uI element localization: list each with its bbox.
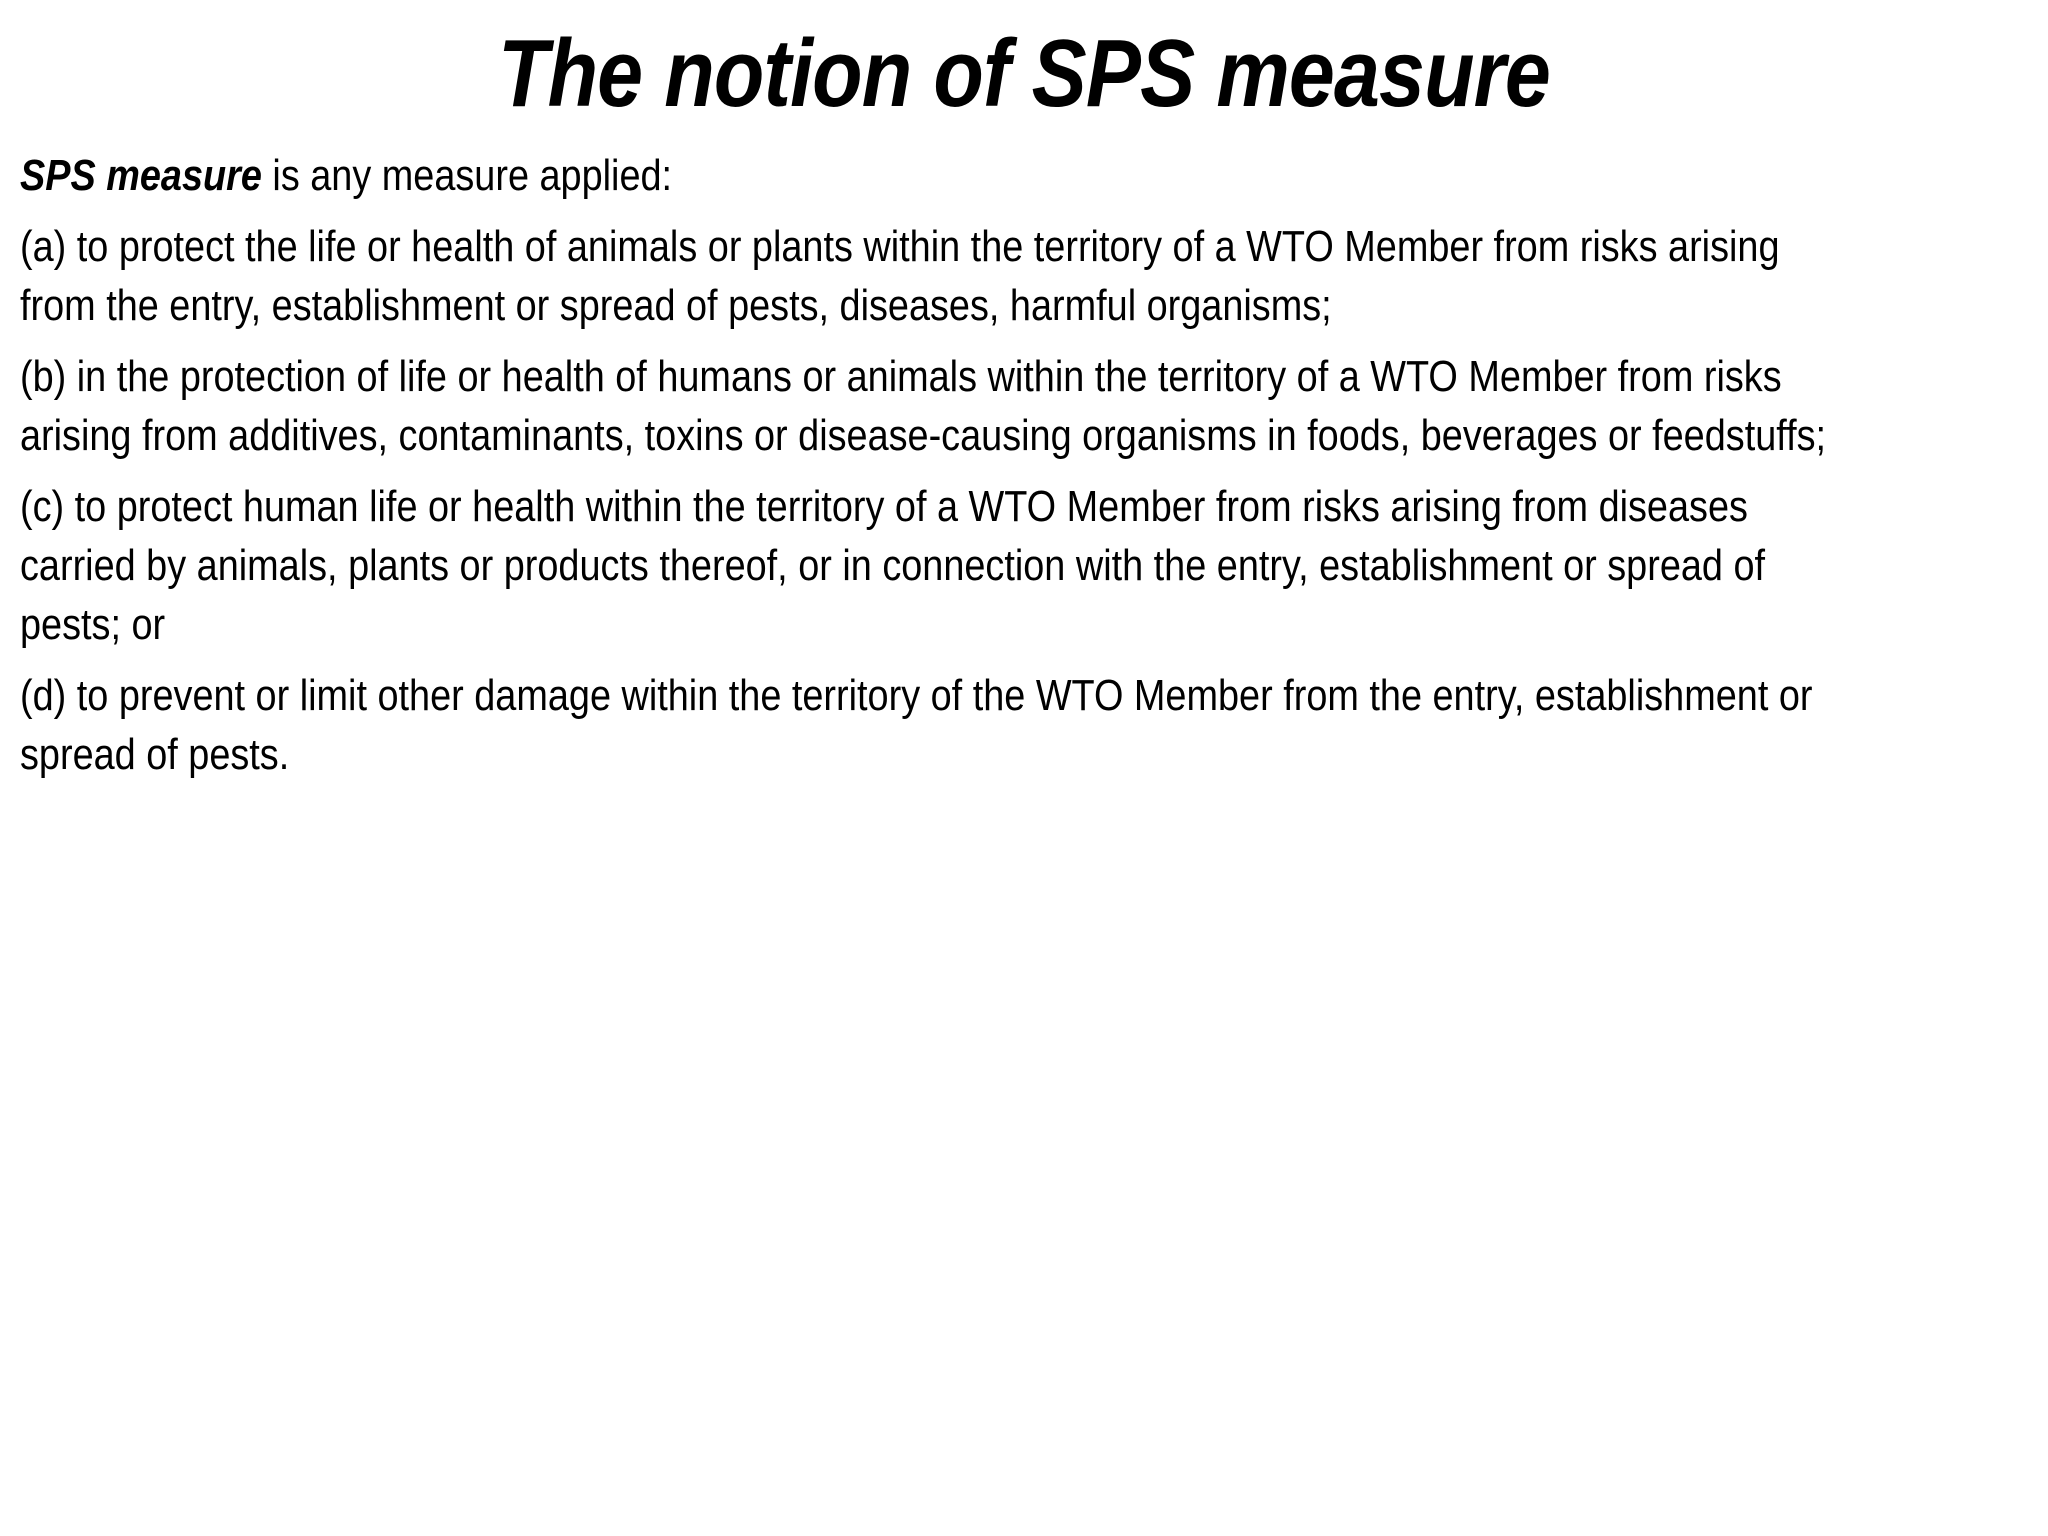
item-a (20, 217, 2048, 335)
item-a-line-1: (a) to protect the life or health of animals or plants within the territory of a WTO Member from risks arising (20, 222, 1780, 271)
intro-rest: is any measure applied: (261, 151, 673, 200)
item-b-line-2: arising from additives, contaminants, toxins or disease-causing organisms in foods, beverages or feedstuffs; (20, 411, 1827, 460)
slide-title: The notion of SPS measure (498, 20, 1550, 127)
intro-paragraph (20, 146, 2048, 205)
item-a-line-2: from the entry, establishment or spread of pests, diseases, harmful organisms; (20, 281, 1332, 330)
item-b-line-1: (b) in the protection of life or health of humans or animals within the territory of a WTO Member from risks (20, 352, 1782, 401)
item-d-line-2: spread of pests. (20, 730, 290, 779)
item-d (20, 666, 2048, 784)
item-c-line-3: pests; or (20, 600, 166, 649)
item-d-line-1: (d) to prevent or limit other damage within the territory of the WTO Member from the entry, establishment or (20, 671, 1813, 720)
item-b (20, 347, 2048, 465)
slide-content (20, 146, 2048, 796)
item-c-line-2: carried by animals, plants or products thereof, or in connection with the entry, establishment or spread of (20, 541, 1766, 590)
item-c-line-1: (c) to protect human life or health within the territory of a WTO Member from risks arising from diseases (20, 482, 1748, 531)
item-c (20, 477, 2048, 654)
intro-term: SPS measure (20, 151, 262, 200)
